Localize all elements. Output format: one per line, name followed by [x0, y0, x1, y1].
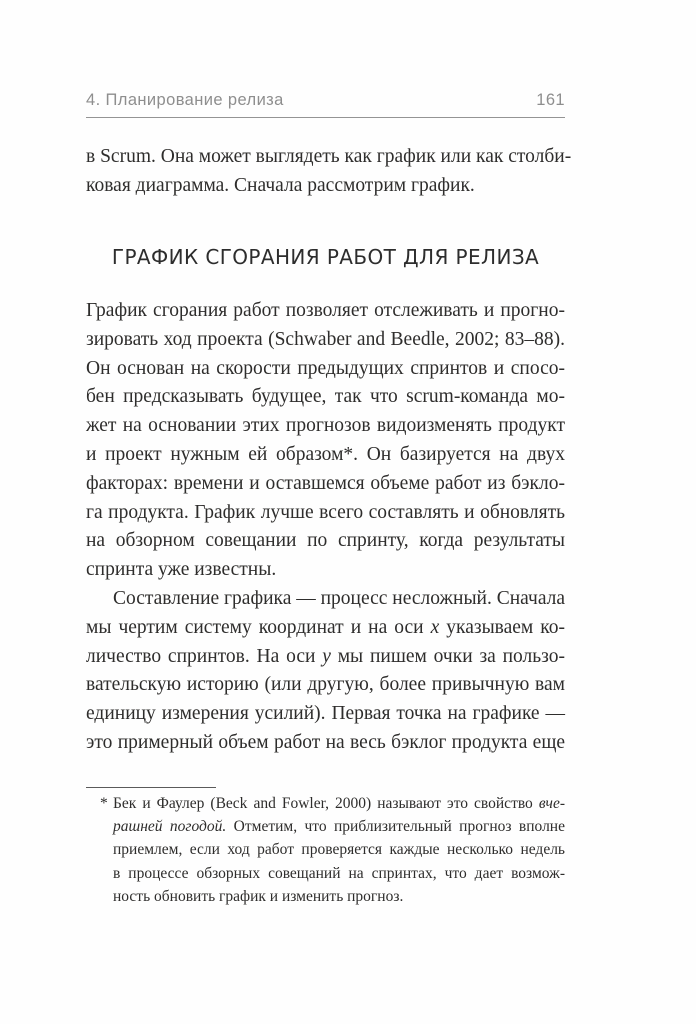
text-line: ковая диаграмма. Сначала рассмотрим график. [86, 174, 475, 196]
text-segment: указываем ко- [439, 616, 566, 638]
math-variable-x: x [430, 616, 440, 638]
text-line: График сгорания работ позволяет отслеживать и прогно- [86, 300, 565, 321]
text-line: га продукта. График лучше всего составлять и обновлять [86, 501, 565, 523]
text-line: и проект нужным ей образом*. Он базируется на двух [86, 443, 565, 465]
footnote-marker: * [100, 795, 108, 812]
footnote-line: приемлем, если ход работ проверяется каждые несколько недель [113, 841, 565, 859]
text-line: единицу измерения усилий). Первая точка на графике — [86, 703, 565, 725]
text-line: бен предсказывать будущее, так что scrum-команда мо- [86, 386, 565, 408]
text-line: это примерный объем работ на весь бэклог продукта еще [86, 731, 565, 753]
text-segment: Отметим, что приблизительный прогноз вполне [226, 818, 565, 836]
text-line [86, 643, 565, 672]
text-segment: Бек и Фаулер (Beck and Fowler, 2000) называют это свойство [113, 795, 539, 812]
footnote [86, 792, 565, 908]
footnote-line [113, 815, 565, 838]
text-line: спринта уже известны. [86, 559, 277, 581]
body-text [86, 297, 565, 758]
chapter-title: 4. Планирование релиза [86, 91, 284, 109]
footnote-line [113, 792, 565, 815]
text-line: вательскую историю (или другую, более привычную вам [86, 674, 565, 696]
header-divider [86, 117, 565, 118]
footnote-line: ность обновить график и изменить прогноз. [113, 887, 404, 905]
footnote-line: в процессе обзорных совещаний на спринтах, что дает возмож- [113, 864, 565, 882]
text-line [86, 614, 565, 643]
italic-term: вче- [538, 795, 565, 812]
math-variable-y: y [322, 645, 331, 667]
italic-term: рашней погодой. [113, 818, 227, 836]
text-line: в Scrum. Она может выглядеть как график или как столби- [86, 146, 572, 167]
running-header [86, 91, 565, 110]
text-segment: мы чертим систему координат и на оси [86, 616, 431, 638]
text-line: жет на основании этих прогнозов видоизменять продукт [86, 415, 565, 437]
text-line: Он основан на скорости предыдущих спринтов и спосо- [86, 357, 565, 379]
intro-paragraph [86, 143, 572, 201]
text-line: на обзорном совещании по спринту, когда результаты [86, 530, 565, 552]
text-line: факторах: времени и оставшемся объеме работ из бэкло- [86, 472, 565, 494]
text-line: Составление графика — процесс несложный. Сначала [113, 587, 566, 609]
section-heading: ГРАФИК СГОРАНИЯ РАБОТ ДЛЯ РЕЛИЗА [111, 245, 540, 269]
page-number: 161 [536, 91, 565, 109]
text-line: зировать ход проекта (Schwaber and Beedle, 2002; 83–88). [86, 328, 565, 350]
footnote-divider [86, 787, 216, 788]
text-segment: мы пишем очки за пользо- [330, 645, 565, 667]
text-segment: личество спринтов. На оси [86, 645, 323, 667]
